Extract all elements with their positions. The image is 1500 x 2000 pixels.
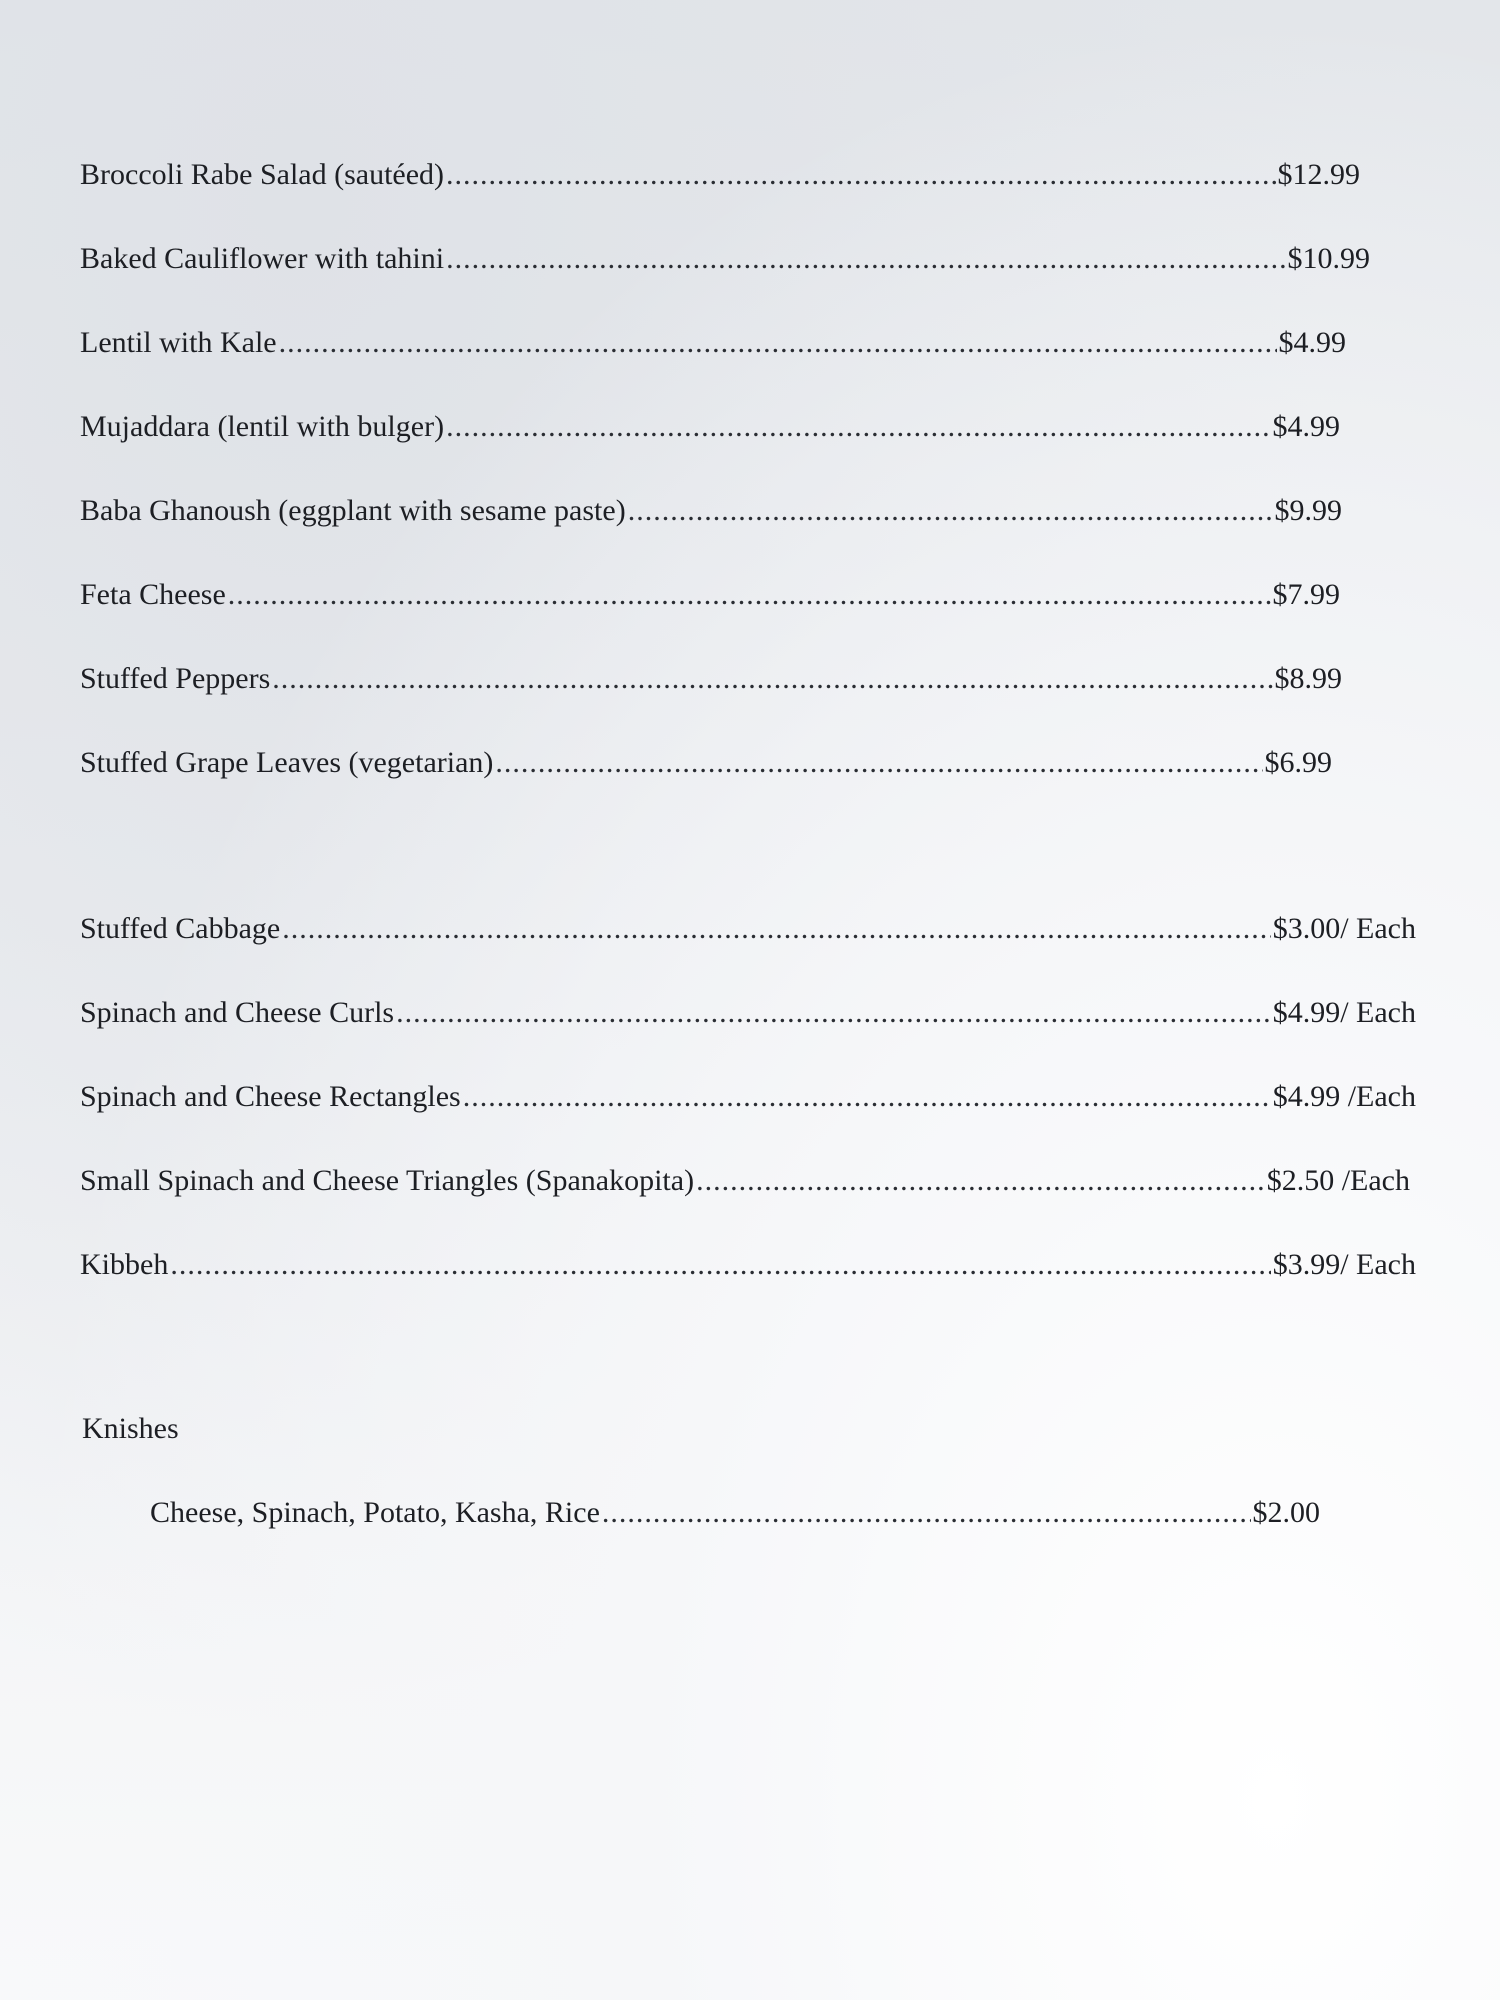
leader-dots (446, 412, 1270, 442)
item-price: $12.99 (1277, 158, 1360, 191)
item-price: $4.99 /Each (1272, 1080, 1416, 1113)
leader-dots (170, 1250, 1270, 1280)
item-price: $2.50 /Each (1266, 1164, 1410, 1197)
item-name: Baked Cauliflower with tahini (80, 242, 445, 275)
menu-item (80, 160, 1360, 190)
item-name: Feta Cheese (80, 578, 226, 611)
menu-item (80, 1166, 1410, 1196)
item-price: $7.99 (1272, 578, 1340, 611)
leader-dots (696, 1166, 1265, 1196)
menu-item (80, 580, 1340, 610)
menu-item (80, 1082, 1416, 1112)
item-name: Broccoli Rabe Salad (sautéed) (80, 158, 445, 191)
menu-item (80, 496, 1342, 526)
leader-dots (282, 914, 1270, 944)
item-price: $9.99 (1274, 494, 1342, 527)
menu-item (80, 664, 1342, 694)
item-price: $6.99 (1264, 746, 1332, 779)
menu-item (80, 328, 1346, 358)
item-price: $4.99 (1278, 326, 1346, 359)
menu-item (80, 748, 1332, 778)
menu-item (150, 1498, 1320, 1528)
item-name: Kibbeh (80, 1248, 169, 1281)
item-name: Stuffed Grape Leaves (vegetarian) (80, 746, 494, 779)
item-name: Spinach and Cheese Curls (80, 996, 395, 1029)
menu-item (80, 412, 1340, 442)
leader-dots (272, 664, 1272, 694)
item-name: Cheese, Spinach, Potato, Kasha, Rice (150, 1496, 600, 1529)
leader-dots (446, 160, 1275, 190)
leader-dots (279, 328, 1277, 358)
item-price: $3.99/ Each (1272, 1248, 1416, 1281)
leader-dots (628, 496, 1273, 526)
item-name: Stuffed Peppers (80, 662, 271, 695)
leader-dots (495, 748, 1262, 778)
menu-item (80, 914, 1416, 944)
item-name: Small Spinach and Cheese Triangles (Spanakopita) (80, 1164, 695, 1197)
item-price: $4.99/ Each (1272, 996, 1416, 1029)
item-name: Stuffed Cabbage (80, 912, 281, 945)
menu-item (80, 1250, 1416, 1280)
menu-item (80, 998, 1416, 1028)
leader-dots (602, 1498, 1251, 1528)
item-name: Lentil with Kale (80, 326, 277, 359)
menu-item (80, 244, 1370, 274)
leader-dots (446, 244, 1285, 274)
item-price: $4.99 (1272, 410, 1340, 443)
leader-dots (463, 1082, 1271, 1112)
section-heading: Knishes (82, 1412, 179, 1445)
leader-dots (228, 580, 1271, 610)
item-price: $8.99 (1274, 662, 1342, 695)
item-name: Mujaddara (lentil with bulger) (80, 410, 445, 443)
item-price: $3.00/ Each (1272, 912, 1416, 945)
item-name: Baba Ghanoush (eggplant with sesame paste) (80, 494, 626, 527)
item-price: $2.00 (1252, 1496, 1320, 1529)
leader-dots (396, 998, 1271, 1028)
item-name: Spinach and Cheese Rectangles (80, 1080, 461, 1113)
item-price: $10.99 (1287, 242, 1370, 275)
